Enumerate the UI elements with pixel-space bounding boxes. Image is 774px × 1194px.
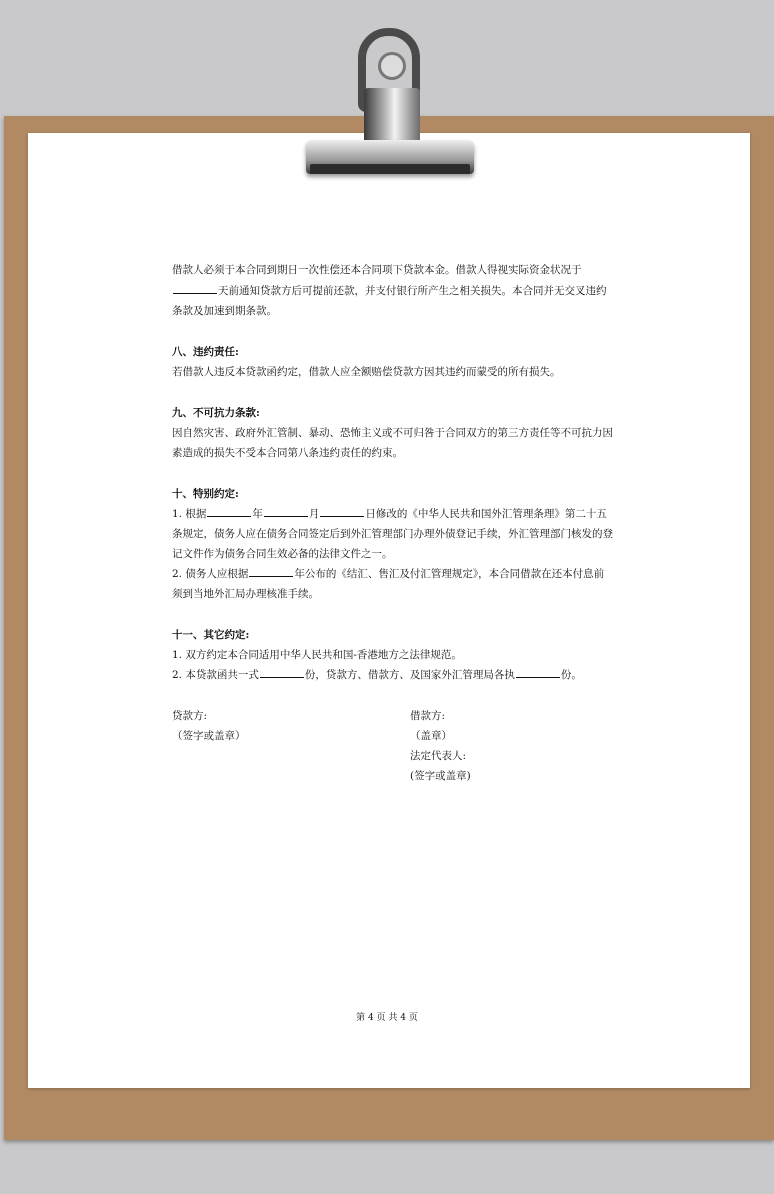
legal-representative-signature: (签字或盖章) — [410, 770, 471, 782]
each-copies-blank — [516, 665, 560, 678]
year-blank — [207, 504, 251, 517]
section-10-item-2: 2. 债务人应根据 年公布的《结汇、售汇及付汇管理规定》，本合同借款在还本付息前 — [172, 564, 604, 584]
section-8-title: 八、违约责任: — [172, 346, 239, 358]
section-10-title: 十、特别约定: — [172, 488, 239, 500]
section-10-item-1: 1. 根据 年 月 日修改的《中华人民共和国外汇管理条理》第二十五 — [172, 504, 607, 524]
days-blank — [173, 281, 217, 294]
section-10-item-1-line-3: 记文件作为债务合同生效必备的法律文件之一。 — [172, 548, 393, 560]
repay-line-2: 天前通知贷款方后可提前还款，并支付银行所产生之相关损失。本合同并无交叉违约 — [172, 281, 607, 301]
section-10-item-2-line-2: 须到当地外汇局办理核准手续。 — [172, 588, 319, 600]
section-9-text-2: 素造成的损失不受本合同第八条违约责任的约束。 — [172, 447, 403, 459]
copies-blank — [260, 665, 304, 678]
day-blank — [320, 504, 364, 517]
section-9-text-1: 因自然灾害、政府外汇管制、暴动、恐怖主义或不可归咎于合同双方的第三方责任等不可抗力因 — [172, 427, 613, 439]
section-11-title: 十一、其它约定: — [172, 629, 250, 641]
repay-line-1: 借款人必须于本合同到期日一次性偿还本合同项下贷款本金。借款人得视实际资金状况于 — [172, 264, 582, 276]
lender-signature: （签字或盖章） — [172, 730, 246, 742]
section-9-title: 九、不可抗力条款: — [172, 407, 260, 419]
repay-line-3: 条款及加速到期条款。 — [172, 305, 277, 317]
lender-label: 贷款方: — [172, 710, 208, 722]
page-number: 第 4 页 共 4 页 — [356, 1013, 418, 1023]
borrower-label: 借款方: — [410, 710, 446, 722]
legal-representative-label: 法定代表人: — [410, 750, 467, 762]
borrower-seal: （盖章） — [410, 730, 452, 742]
section-11-item-2: 2. 本贷款函共一式 份，贷款方、借款方、及国家外汇管理局各执 份。 — [172, 665, 582, 685]
regulation-year-blank — [249, 564, 293, 577]
section-8-text: 若借款人违反本贷款函约定，借款人应全额赔偿贷款方因其违约而蒙受的所有损失。 — [172, 366, 561, 378]
section-10-item-1-line-2: 条规定，债务人应在债务合同签定后到外汇管理部门办理外债登记手续，外汇管理部门核发的登 — [172, 528, 613, 540]
section-11-item-1: 1. 双方约定本合同适用中华人民共和国-香港地方之法律规范。 — [172, 649, 462, 661]
month-blank — [264, 504, 308, 517]
